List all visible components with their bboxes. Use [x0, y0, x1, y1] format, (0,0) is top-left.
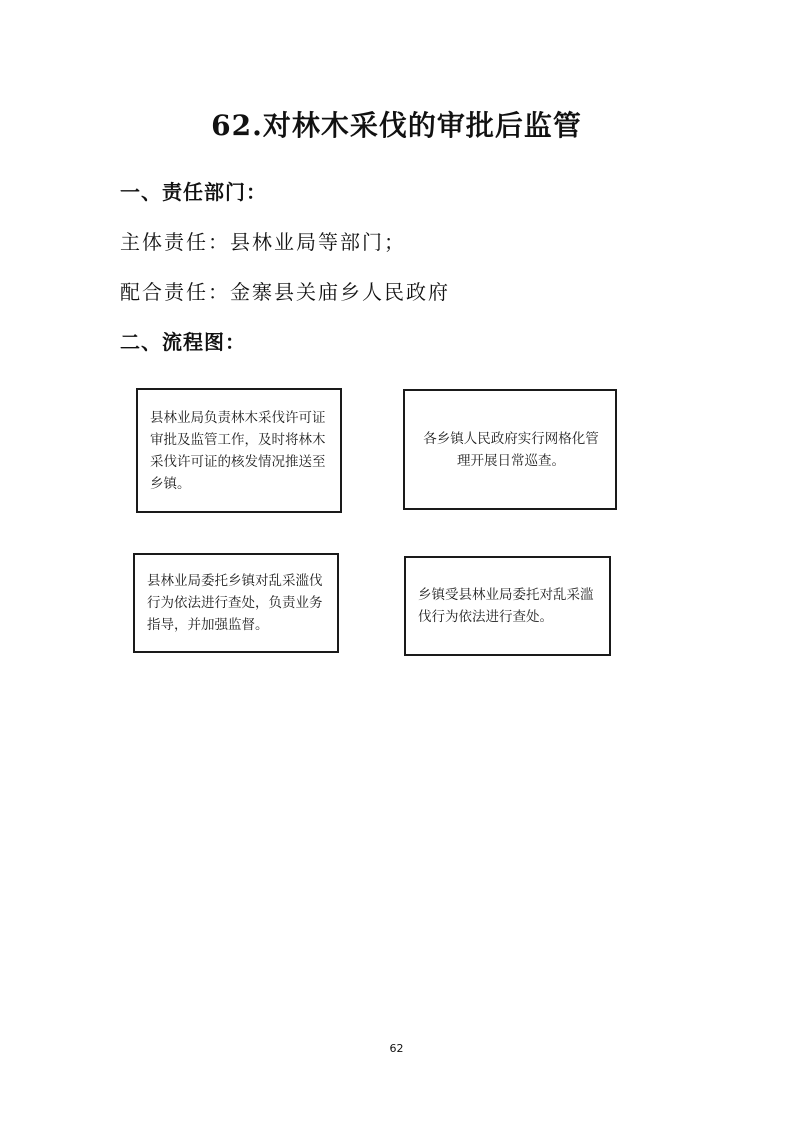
flowchart-box-township-enforcement — [404, 556, 611, 656]
primary-responsibility: 主体责任：县林业局等部门； — [120, 230, 406, 254]
flowchart-box-text: 各乡镇人民政府实行网格化管理开展日常巡查。 — [423, 430, 599, 469]
page-title: 62.对林木采伐的审批后监管 — [211, 109, 582, 142]
flowchart-box-license-approval — [136, 388, 342, 513]
page-number: 62 — [389, 1042, 404, 1055]
flowchart-box-entrust-township — [133, 553, 339, 653]
flowchart-box-text: 乡镇受县林业局委托对乱采滥伐行为依法进行查处。 — [418, 587, 594, 625]
flowchart-box-text: 县林业局委托乡镇对乱采滥伐行为依法进行查处，负责业务指导，并加强监督。 — [147, 573, 323, 633]
cooperating-responsibility: 配合责任：金寨县关庙乡人民政府 — [120, 280, 450, 304]
section-heading-flowchart: 二、流程图： — [120, 330, 246, 354]
flowchart-box-text: 县林业局负责林木采伐许可证审批及监管工作，及时将林木采伐许可证的核发情况推送至乡镇。 — [150, 409, 326, 492]
flowchart-box-grid-patrol — [403, 389, 617, 510]
section-heading-responsible-departments: 一、责任部门： — [120, 180, 267, 204]
